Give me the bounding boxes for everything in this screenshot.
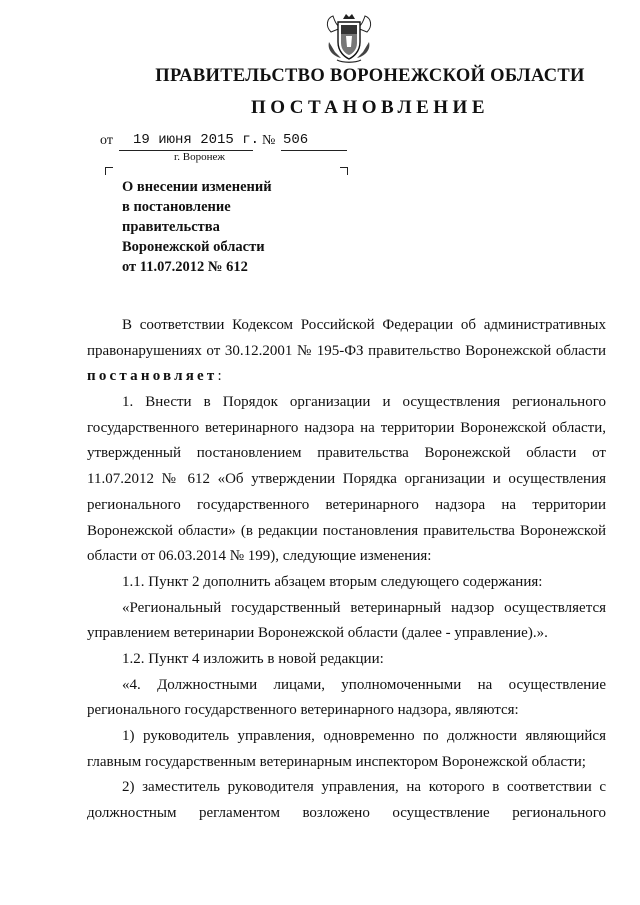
- number-prefix: №: [262, 133, 276, 148]
- body-line: 1.2. Пункт 4 изложить в новой редакции:: [122, 650, 384, 667]
- decree-colon: :: [217, 368, 222, 385]
- subject-bracket-left: [105, 167, 113, 175]
- date-prefix: от: [100, 133, 113, 148]
- body-line: В соответствии Кодексом Российской Федерации об административных: [122, 317, 606, 333]
- document-city: г. Воронеж: [174, 151, 225, 163]
- document-subject: [122, 177, 272, 277]
- body-line: Воронежской области» (в редакции постановления правительства Воронежской: [87, 522, 606, 539]
- subject-line: правительства: [122, 219, 220, 235]
- body-line: регионального государственного ветеринарного надзора на территории: [87, 496, 606, 513]
- document-type: ПОСТАНОВЛЕНИЕ: [250, 97, 490, 118]
- body-line: государственного ветеринарного надзора на территории Воронежской области,: [87, 419, 606, 436]
- organization-name: ПРАВИТЕЛЬСТВО ВОРОНЕЖСКОЙ ОБЛАСТИ: [155, 66, 585, 86]
- body-line: должностным регламентом возложено осуществление регионального: [87, 805, 606, 822]
- body-line: 1) руководитель управления, одновременно по должности являющийся: [122, 728, 606, 744]
- subject-bracket-right: [340, 167, 348, 175]
- document-body: [87, 313, 606, 827]
- coat-of-arms-emblem: [321, 12, 377, 64]
- document-number: 506: [283, 132, 309, 148]
- body-line: «Региональный государственный ветеринарный надзор осуществляется: [122, 599, 606, 616]
- body-line: области от 06.03.2014 № 199), следующие изменения:: [87, 548, 432, 565]
- subject-line: О внесении изменений: [122, 179, 272, 195]
- decree-word: постановляет: [87, 368, 218, 385]
- body-line: «4. Должностными лицами, уполномоченными на осуществление: [122, 676, 606, 693]
- subject-line: Воронежской области: [122, 239, 265, 255]
- subject-line: в постановление: [122, 199, 231, 215]
- document-date: 19 июня 2015 г.: [133, 132, 260, 148]
- number-underline: [281, 150, 347, 151]
- body-line: правонарушениях от 30.12.2001 № 195-ФЗ правительство Воронежской области: [87, 342, 606, 359]
- body-line: утвержденный постановлением правительства Воронежской области от: [87, 445, 606, 462]
- body-line: 1.1. Пункт 2 дополнить абзацем вторым следующего содержания:: [122, 573, 543, 590]
- body-line: главным государственным ветеринарным инспектором Воронежской области;: [87, 753, 586, 770]
- body-line: 2) заместитель руководителя управления, на которого в соответствии с: [122, 779, 606, 796]
- subject-line: от 11.07.2012 № 612: [122, 259, 248, 275]
- body-line: управлением ветеринарии Воронежской области (далее - управление).».: [87, 625, 548, 642]
- body-line: регионального государственного ветеринарного надзора, являются:: [87, 702, 519, 719]
- body-line: 11.07.2012 № 612 «Об утверждении Порядка организации и осуществления: [87, 471, 606, 488]
- body-line: 1. Внести в Порядок организации и осуществления регионального: [122, 394, 606, 411]
- decree-line: [87, 364, 606, 390]
